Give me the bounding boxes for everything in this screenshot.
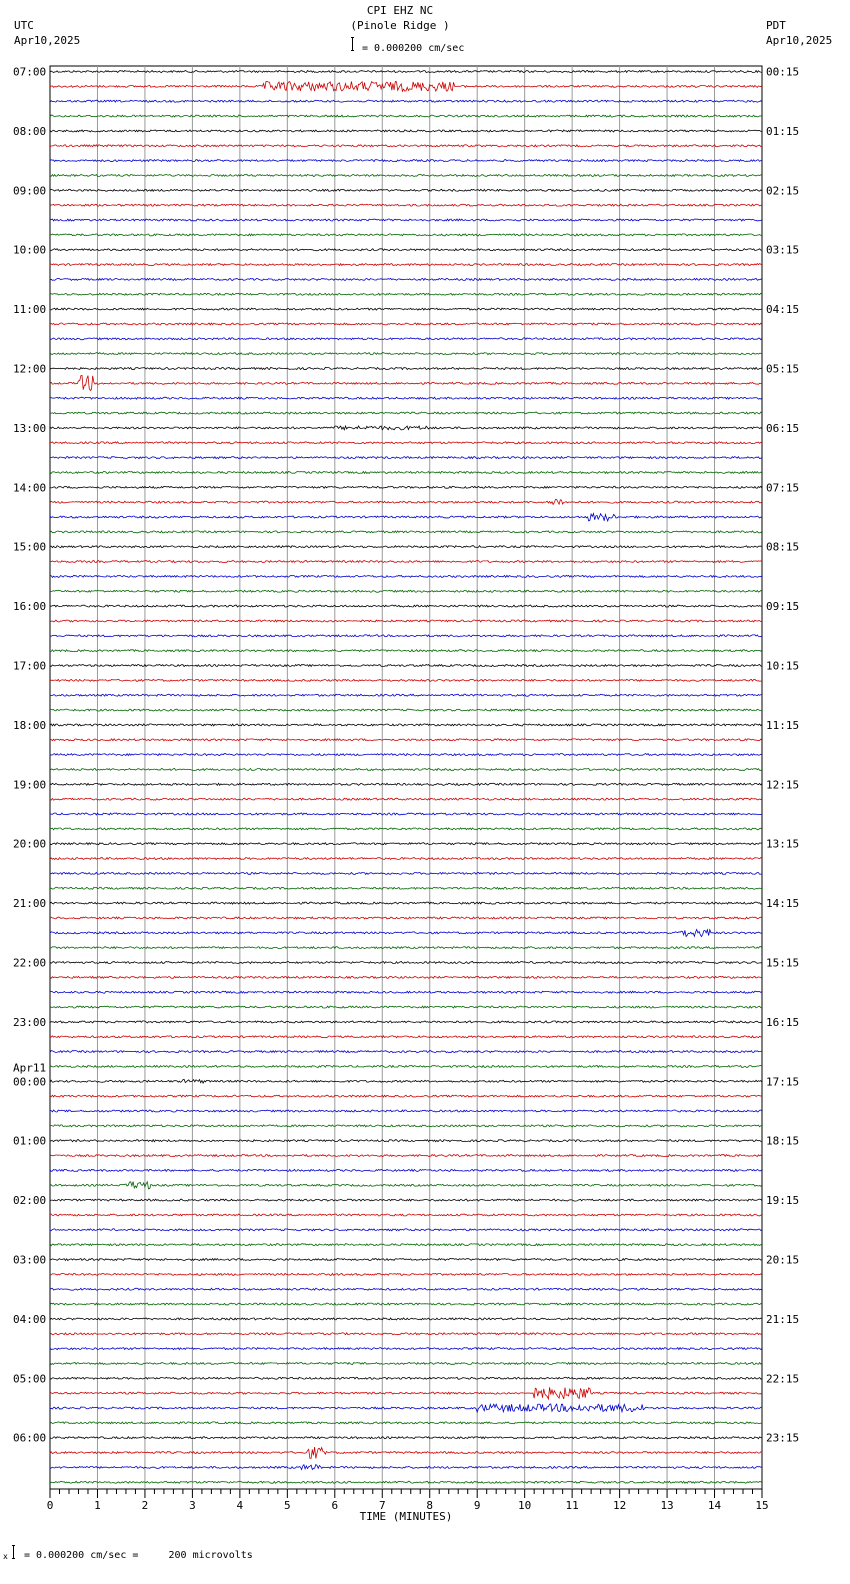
utc-hour-label: 08:00 xyxy=(13,124,47,138)
seismic-trace xyxy=(50,1140,762,1142)
seismic-trace xyxy=(50,1021,762,1023)
seismic-trace xyxy=(50,1125,762,1127)
seismic-trace xyxy=(50,1229,762,1231)
pdt-hour-label: 19:15 xyxy=(766,1194,800,1208)
pdt-hour-label: 07:15 xyxy=(766,481,800,495)
seismic-trace xyxy=(50,828,762,830)
footer-scale-text: = 0.000200 cm/sec = 200 microvolts xyxy=(24,1550,253,1561)
seismic-trace xyxy=(50,872,762,874)
utc-hour-label: 09:00 xyxy=(13,184,47,198)
seismic-trace xyxy=(50,546,762,548)
seismic-trace xyxy=(50,739,762,741)
pdt-hour-label: 06:15 xyxy=(766,421,800,435)
utc-hour-label: 16:00 xyxy=(13,600,47,614)
seismic-trace xyxy=(50,947,762,949)
x-tick-label: 3 xyxy=(189,1499,196,1512)
pdt-hour-label: 20:15 xyxy=(766,1253,800,1267)
seismic-trace xyxy=(50,1214,762,1216)
seismic-trace xyxy=(50,1259,762,1261)
x-tick-label: 11 xyxy=(565,1499,579,1512)
seismic-trace xyxy=(50,531,762,533)
pdt-hour-label: 23:15 xyxy=(766,1431,800,1445)
seismic-trace xyxy=(50,1303,762,1305)
utc-hour-label: 22:00 xyxy=(13,956,47,970)
seismic-trace xyxy=(50,917,762,919)
pdt-hour-label: 11:15 xyxy=(766,718,800,732)
seismic-trace xyxy=(50,976,762,978)
seismic-trace xyxy=(50,249,762,251)
pdt-hour-label: 21:15 xyxy=(766,1312,800,1326)
pdt-hour-label: 05:15 xyxy=(766,362,800,376)
pdt-hour-label: 10:15 xyxy=(766,659,800,673)
seismic-trace xyxy=(50,375,762,390)
seismic-trace xyxy=(50,1006,762,1008)
pdt-hour-label: 16:15 xyxy=(766,1015,800,1029)
x-tick-label: 8 xyxy=(426,1499,434,1512)
seismic-trace xyxy=(50,1333,762,1335)
seismic-trace xyxy=(50,323,762,325)
seismic-trace xyxy=(50,368,762,370)
seismic-trace xyxy=(50,1199,762,1201)
seismic-trace xyxy=(50,709,762,711)
pdt-hour-label: 18:15 xyxy=(766,1134,800,1148)
seismic-trace xyxy=(50,783,762,785)
seismic-trace xyxy=(50,1169,762,1171)
utc-hour-label: 20:00 xyxy=(13,837,47,851)
pdt-hour-label: 02:15 xyxy=(766,184,800,198)
footer-scale-icon xyxy=(12,1545,15,1559)
utc-hour-label: 21:00 xyxy=(13,897,47,911)
seismic-trace xyxy=(50,130,762,132)
seismic-trace xyxy=(50,694,762,696)
seismic-trace xyxy=(50,724,762,726)
utc-hour-label: 06:00 xyxy=(13,1431,47,1445)
seismic-trace xyxy=(50,397,762,399)
seismic-trace xyxy=(50,813,762,815)
pdt-date: Apr10,2025 xyxy=(766,34,833,47)
seismic-trace xyxy=(50,175,762,177)
pdt-hour-label: 08:15 xyxy=(766,540,800,554)
date-change-label: Apr11 xyxy=(13,1061,47,1075)
seismic-trace xyxy=(50,1363,762,1365)
seismic-trace xyxy=(50,590,762,592)
pdt-hour-label: 14:15 xyxy=(766,897,800,911)
seismic-trace xyxy=(50,189,762,191)
pdt-hour-label: 15:15 xyxy=(766,956,800,970)
seismic-trace xyxy=(50,514,762,521)
utc-hour-label: 02:00 xyxy=(13,1194,47,1208)
utc-hour-label: 01:00 xyxy=(13,1134,47,1148)
seismic-trace xyxy=(50,769,762,771)
seismic-trace xyxy=(50,353,762,355)
seismic-trace xyxy=(50,902,762,904)
pdt-hour-label: 17:15 xyxy=(766,1075,800,1089)
seismic-trace xyxy=(50,1447,762,1458)
seismic-trace xyxy=(50,115,762,117)
seismic-trace xyxy=(50,1387,762,1399)
x-tick-label: 6 xyxy=(331,1499,339,1512)
x-tick-label: 14 xyxy=(707,1499,722,1512)
seismic-trace xyxy=(50,278,762,280)
x-tick-label: 13 xyxy=(660,1499,674,1512)
seismic-trace xyxy=(50,1036,762,1038)
seismic-trace xyxy=(50,234,762,236)
seismic-trace xyxy=(50,1155,762,1157)
seismic-trace xyxy=(50,499,762,504)
seismic-trace xyxy=(50,620,762,622)
seismic-trace xyxy=(50,1422,762,1424)
pdt-hour-label: 00:15 xyxy=(766,65,800,79)
utc-hour-label: 14:00 xyxy=(13,481,47,495)
seismic-trace xyxy=(50,1437,762,1439)
x-tick-label: 10 xyxy=(518,1499,532,1512)
seismic-trace xyxy=(50,1182,762,1189)
seismic-trace xyxy=(50,264,762,266)
seismic-trace xyxy=(50,293,762,295)
pdt-hour-label: 03:15 xyxy=(766,243,800,257)
x-tick-label: 1 xyxy=(94,1499,101,1512)
utc-hour-label: 04:00 xyxy=(13,1312,47,1326)
utc-hour-label: 10:00 xyxy=(13,243,47,257)
seismic-trace xyxy=(50,1465,762,1470)
seismic-trace xyxy=(50,472,762,474)
station-title: CPI EHZ NC xyxy=(366,4,434,17)
seismic-trace xyxy=(50,338,762,340)
utc-hour-label: 23:00 xyxy=(13,1015,47,1029)
seismic-trace xyxy=(50,561,762,563)
utc-hour-label: 03:00 xyxy=(13,1253,47,1267)
utc-hour-label: 15:00 xyxy=(13,540,47,554)
seismic-trace xyxy=(50,1066,762,1068)
pdt-hour-label: 01:15 xyxy=(766,124,800,138)
utc-hour-label: 12:00 xyxy=(13,362,47,376)
pdt-hour-label: 22:15 xyxy=(766,1372,800,1386)
seismic-trace xyxy=(50,219,762,221)
x-tick-label: 7 xyxy=(378,1499,386,1512)
utc-hour-label: 07:00 xyxy=(13,65,47,79)
seismic-trace xyxy=(50,679,762,681)
x-tick-label: 4 xyxy=(236,1499,244,1512)
seismic-trace xyxy=(50,754,762,756)
seismic-trace xyxy=(50,798,762,800)
seismic-trace xyxy=(50,145,762,147)
seismic-trace xyxy=(50,412,762,414)
station-location: (Pinole Ridge ) xyxy=(350,19,450,32)
seismic-trace xyxy=(50,605,762,607)
utc-hour-label: 17:00 xyxy=(13,659,47,673)
utc-hour-label: 19:00 xyxy=(13,778,47,792)
seismic-trace xyxy=(50,962,762,964)
utc-hour-label: 18:00 xyxy=(13,718,47,732)
seismic-trace xyxy=(50,308,762,310)
utc-hour-label: 05:00 xyxy=(13,1372,47,1386)
seismic-trace xyxy=(50,100,762,102)
seismic-trace xyxy=(50,1273,762,1275)
seismic-trace xyxy=(50,426,762,430)
x-tick-label: 2 xyxy=(141,1499,149,1512)
seismic-trace xyxy=(50,457,762,459)
seismic-trace xyxy=(50,575,762,577)
seismic-trace xyxy=(50,665,762,667)
seismic-trace xyxy=(50,843,762,845)
utc-hour-label: 13:00 xyxy=(13,421,47,435)
seismic-trace xyxy=(50,1110,762,1112)
seismic-trace xyxy=(50,1348,762,1350)
seismic-trace xyxy=(50,1095,762,1097)
pdt-label: PDT xyxy=(766,19,786,32)
seismic-trace xyxy=(50,650,762,652)
seismic-trace xyxy=(50,991,762,993)
seismic-trace xyxy=(50,858,762,860)
utc-date: Apr10,2025 xyxy=(14,34,81,47)
seismic-trace xyxy=(50,442,762,444)
seismic-trace xyxy=(50,887,762,889)
seismic-trace xyxy=(50,160,762,162)
x-tick-label: 5 xyxy=(284,1499,291,1512)
seismic-trace xyxy=(50,1377,762,1379)
pdt-hour-label: 04:15 xyxy=(766,303,800,317)
seismic-trace xyxy=(50,635,762,637)
seismic-trace xyxy=(50,930,762,937)
x-tick-label: 0 xyxy=(46,1499,54,1512)
seismic-trace xyxy=(50,1481,762,1483)
pdt-hour-label: 12:15 xyxy=(766,778,800,792)
pdt-hour-label: 09:15 xyxy=(766,600,800,614)
x-tick-label: 9 xyxy=(473,1499,481,1512)
seismic-trace xyxy=(50,1404,762,1412)
x-axis-title: TIME (MINUTES) xyxy=(359,1510,453,1523)
seismic-trace xyxy=(50,1318,762,1320)
seismic-trace xyxy=(50,81,762,91)
seismic-trace xyxy=(50,1288,762,1290)
pdt-hour-label: 13:15 xyxy=(766,837,800,851)
utc-label: UTC xyxy=(14,19,34,32)
footer-mark: x xyxy=(3,1552,8,1561)
seismic-trace xyxy=(50,1079,762,1083)
seismic-trace xyxy=(50,486,762,488)
x-tick-label: 15 xyxy=(755,1499,769,1512)
utc-hour-label: 11:00 xyxy=(13,303,47,317)
seismic-trace xyxy=(50,71,762,73)
scale-text: = 0.000200 cm/sec xyxy=(362,43,465,54)
x-tick-label: 12 xyxy=(612,1499,627,1512)
utc-hour-label: 00:00 xyxy=(13,1075,47,1089)
seismic-trace xyxy=(50,204,762,206)
seismic-trace xyxy=(50,1051,762,1053)
seismic-trace xyxy=(50,1244,762,1246)
